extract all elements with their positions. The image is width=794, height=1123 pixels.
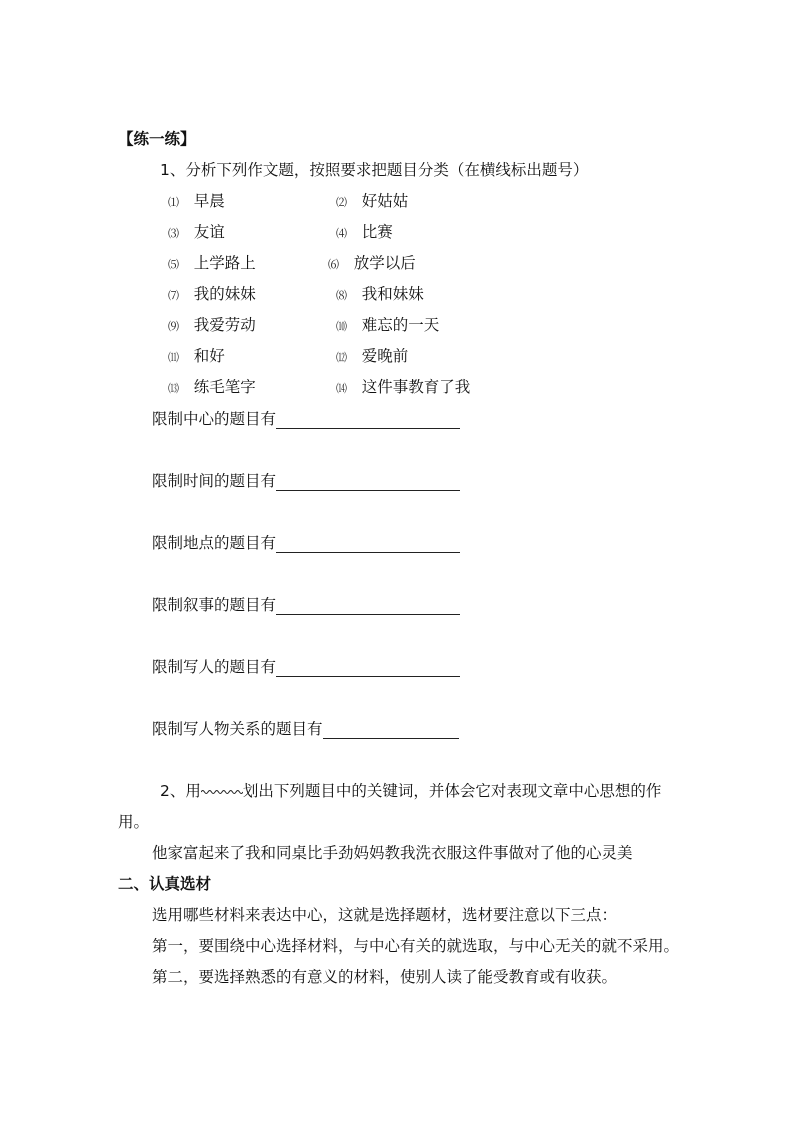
topic-text: 我爱劳动 [193,316,256,334]
category-row [152,657,460,677]
topic-item [168,222,225,244]
topic-text: 放学以后 [353,254,416,272]
question-2 [160,781,661,801]
category-row [152,533,460,553]
topic-item [168,315,256,337]
answer-blank[interactable] [276,414,460,429]
question-2-sample: 他家富起来了我和同桌比手劲妈妈教我洗衣服这件事做对了他的心灵美 [152,844,633,862]
topic-item [336,315,439,337]
topic-item [336,346,408,368]
topic-number: ⒀ [168,382,179,395]
topic-number: ⑹ [328,258,339,271]
topic-number: ⑷ [336,227,347,240]
category-label: 限制地点的题目有 [152,534,277,552]
topic-number: ⑿ [336,351,347,364]
topic-number: ⑶ [168,227,179,240]
topic-number: ⒁ [336,382,347,395]
category-label: 限制时间的题目有 [152,472,277,490]
topic-number: ⑾ [168,351,179,364]
category-row [152,719,459,739]
topic-text: 早晨 [193,192,225,210]
topic-number: ⑽ [336,320,347,333]
category-label: 限制写人的题目有 [152,658,277,676]
answer-blank[interactable] [276,538,460,553]
section-2-paragraph: 第二，要选择熟悉的有意义的材料，使别人读了能受教育或有收获。 [152,968,618,986]
wavy-underline-mark [201,783,243,797]
topic-number: ⑵ [336,196,347,209]
question-1: 1、分析下列作文题，按照要求把题目分类（在横线标出题号） [160,161,589,179]
category-label: 限制叙事的题目有 [152,596,277,614]
topic-number: ⑼ [168,320,179,333]
topic-item [168,284,256,306]
practice-section-title: 【练一练】 [118,130,196,148]
topic-item [328,253,416,275]
section-2-paragraph: 选用哪些材料来表达中心，这就是选择题材，选材要注意以下三点： [152,906,618,924]
topic-text: 我的妹妹 [193,285,256,303]
answer-blank[interactable] [276,600,460,615]
category-row [152,595,460,615]
question-2-text: 划出下列题目中的关键词，并体会它对表现文章中心思想的作 [242,782,662,800]
topic-text: 好姑姑 [361,192,409,210]
answer-blank[interactable] [276,662,460,677]
category-row [152,471,460,491]
question-2-prefix: 2、用 [160,782,201,800]
topic-item [168,191,225,213]
topic-item [168,377,256,399]
topic-text: 难忘的一天 [361,316,440,334]
topic-number: ⑴ [168,196,179,209]
topic-item [336,284,424,306]
topic-item [336,377,470,399]
section-2-paragraph: 第一，要围绕中心选择材料，与中心有关的就选取，与中心无关的就不采用。 [152,937,680,955]
topic-item [168,346,225,368]
topic-text: 我和妹妹 [361,285,424,303]
answer-blank[interactable] [323,724,459,739]
topic-text: 比赛 [361,223,393,241]
topic-text: 和好 [193,347,225,365]
topic-item [336,222,393,244]
topic-item [168,253,256,275]
topic-text: 这件事教育了我 [361,378,471,396]
category-row [152,409,460,429]
section-2-title: 二、认真选材 [118,875,212,893]
topic-text: 友谊 [193,223,225,241]
topic-item [336,191,408,213]
question-2-continued: 用。 [118,813,150,831]
topic-number: ⑻ [336,289,347,302]
topic-number: ⑸ [168,258,179,271]
answer-blank[interactable] [276,476,460,491]
category-label: 限制中心的题目有 [152,410,277,428]
topic-text: 练毛笔字 [193,378,256,396]
category-label: 限制写人物关系的题目有 [152,720,323,738]
topic-text: 上学路上 [193,254,256,272]
topic-text: 爱晚前 [361,347,409,365]
topic-number: ⑺ [168,289,179,302]
